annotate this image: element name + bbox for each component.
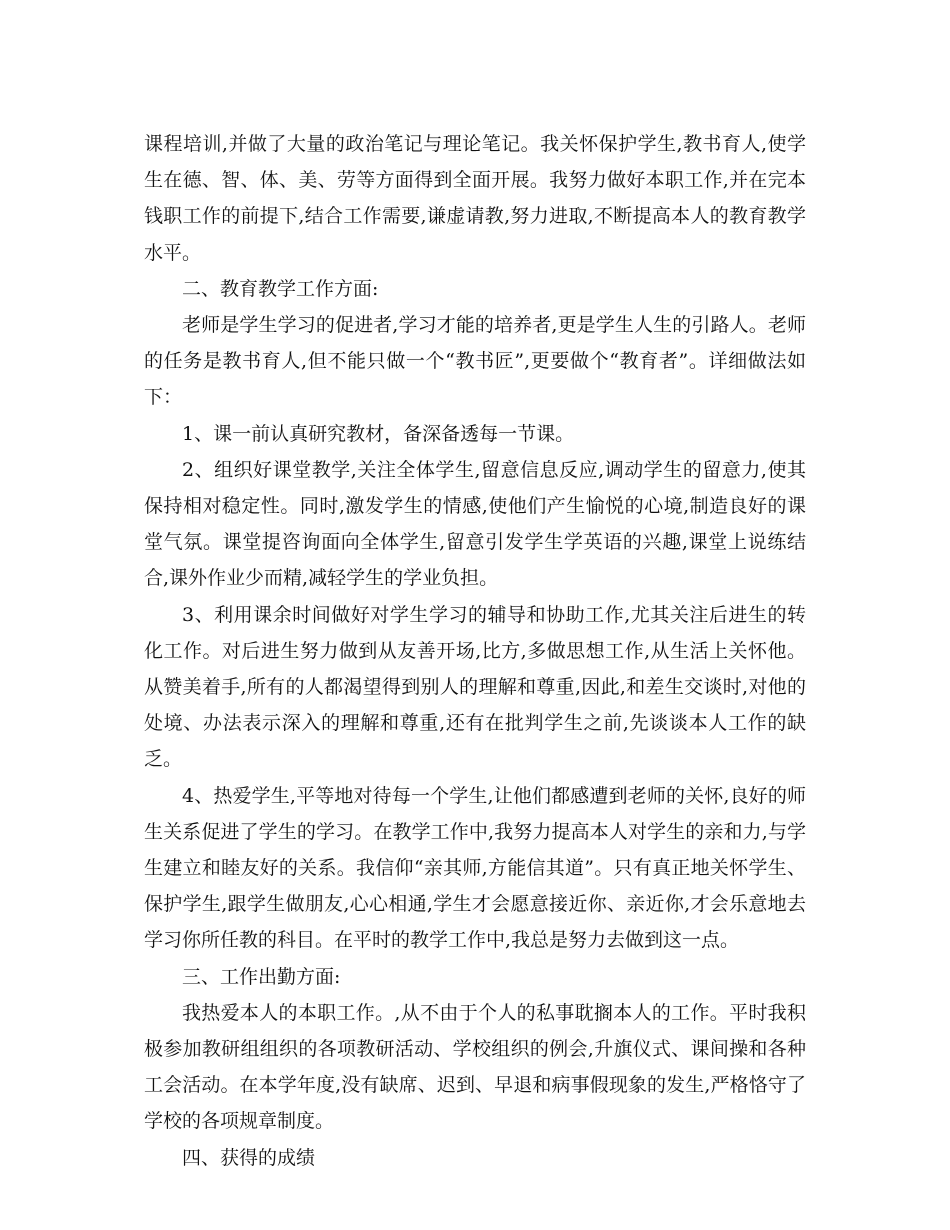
- section-heading-achievements: 四、获得的成绩: [182, 1146, 316, 1169]
- paragraph-continuation: 课程培训,并做了大量的政治笔记与理论笔记。我关怀保护学生,教书育人,使学生在德、智、体、美、劳等方面得到全面开展。我努力做好本职工作,并在完本钱职工作的前提下,结合工作需要,谦虚请教,努力进取,不断提高本人的教育教学水平。: [144, 133, 806, 264]
- list-item-3: 3、利用课余时间做好对学生学习的辅导和协助工作,尤其关注后进生的转化工作。对后进生努力做到从友善开场,比方,多做思想工作,从生活上关怀他。从赞美着手,所有的人都渴望得到别人的理解和尊重,因此,和差生交谈时,对他的处境、办法表示深入的理解和尊重,还有在批判学生之前,先谈谈本人工作的缺乏。: [144, 603, 806, 771]
- list-item-4: 4、热爱学生,平等地对待每一个学生,让他们都感遭到老师的关怀,良好的师生关系促进了学生的学习。在教学工作中,我努力提高本人对学生的亲和力,与学生建立和睦友好的关系。我信仰“亲其师,方能信其道”。只有真正地关怀学生、保护学生,跟学生做朋友,心心相通,学生才会愿意接近你、亲近你,才会乐意地去学习你所任教的科目。在平时的教学工作中,我总是努力去做到这一点。: [144, 784, 806, 952]
- list-item-2: 2、组织好课堂教学,关注全体学生,留意信息反应,调动学生的留意力,使其保持相对稳定性。同时,激发学生的情感,使他们产生愉悦的心境,制造良好的课堂气氛。课堂提咨询面向全体学生,留意引发学生学英语的兴趣,课堂上说练结合,课外作业少而精,减轻学生的学业负担。: [144, 458, 806, 590]
- list-item-1: 1、课一前认真研究教材，备深备透每一节课。: [182, 422, 575, 445]
- section-heading-attendance: 三、工作出勤方面:: [182, 965, 341, 988]
- paragraph-attendance: 我热爱本人的本职工作。,从不由于个人的私事耽搁本人的工作。平时我积极参加教研组组织的各项教研活动、学校组织的例会,升旗仪式、课间操和各种工会活动。在本学年度,没有缺席、迟到、早退和病事假现象的发生,严格恪守了学校的各项规章制度。: [144, 1001, 806, 1133]
- document-page: [144, 126, 806, 1176]
- section-heading-teaching: 二、教育教学工作方面:: [182, 277, 379, 300]
- paragraph-teacher-role: 老师是学生学习的促进者,学习才能的培养者,更是学生人生的引路人。老师的任务是教书育人,但不能只做一个“教书匠”,更要做个“教育者”。详细做法如下：: [144, 314, 806, 409]
